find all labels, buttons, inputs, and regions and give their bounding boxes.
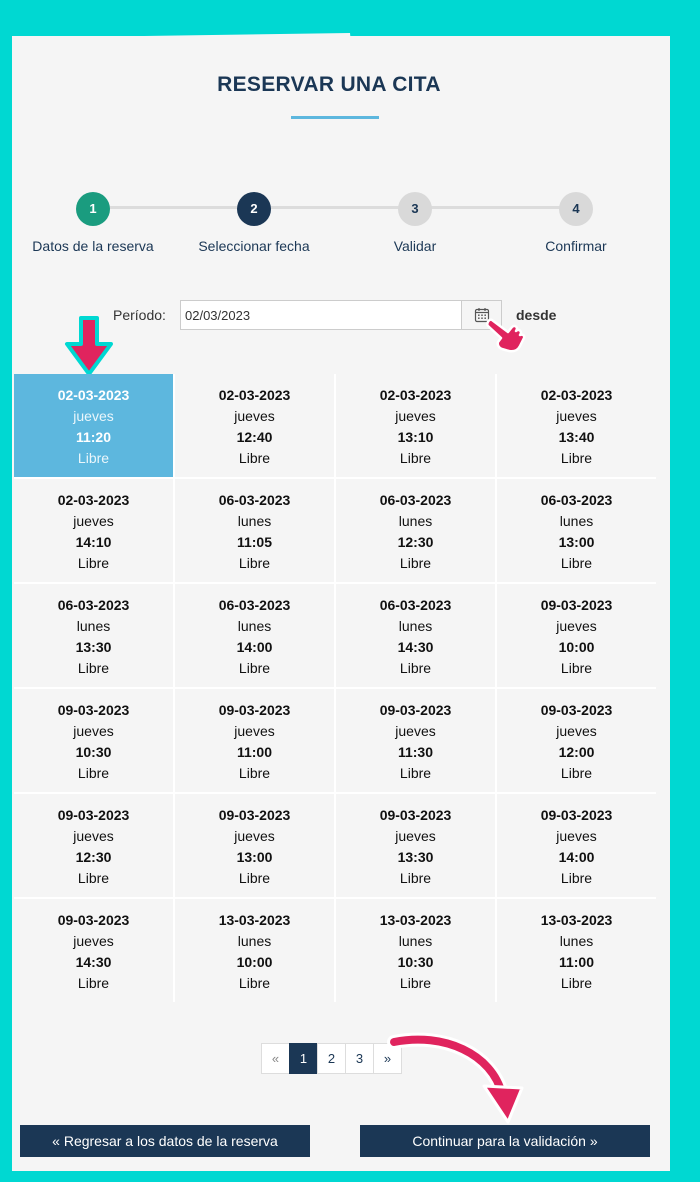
slot-status: Libre	[77, 660, 110, 676]
slot-status: Libre	[560, 450, 593, 466]
slot-time: 13:30	[75, 639, 112, 655]
time-slot[interactable]	[497, 794, 656, 897]
step-3-circle: 3	[398, 192, 432, 226]
slot-time: 12:40	[236, 429, 273, 445]
time-slot-selected[interactable]	[14, 374, 173, 477]
time-slot[interactable]	[336, 689, 495, 792]
slot-time: 14:30	[397, 639, 434, 655]
period-label: Período:	[113, 307, 166, 323]
time-slot[interactable]	[14, 794, 173, 897]
time-slot[interactable]	[14, 689, 173, 792]
time-slot-grid	[14, 374, 656, 1002]
slot-day: jueves	[556, 828, 597, 844]
time-slot[interactable]	[336, 479, 495, 582]
slot-date: 09-03-2023	[379, 807, 452, 823]
slot-status: Libre	[77, 450, 110, 466]
slot-status: Libre	[399, 555, 432, 571]
slot-day: lunes	[398, 513, 433, 529]
slot-day: lunes	[76, 618, 111, 634]
slot-date: 02-03-2023	[57, 492, 130, 508]
slot-day: jueves	[73, 513, 114, 529]
curved-arrow-icon	[384, 1028, 534, 1128]
slot-time: 14:00	[236, 639, 273, 655]
slot-time: 10:00	[558, 639, 595, 655]
slot-status: Libre	[399, 975, 432, 991]
step-1-circle: 1	[76, 192, 110, 226]
stepper-track	[94, 206, 576, 209]
slot-day: jueves	[73, 828, 114, 844]
pagination-prev[interactable]: «	[261, 1043, 290, 1074]
slot-status: Libre	[560, 765, 593, 781]
pagination-page-3[interactable]: 3	[345, 1043, 374, 1074]
slot-day: jueves	[395, 408, 436, 424]
slot-date: 09-03-2023	[540, 597, 613, 613]
slot-time: 14:00	[558, 849, 595, 865]
slot-date: 09-03-2023	[57, 807, 130, 823]
slot-status: Libre	[238, 450, 271, 466]
slot-day: lunes	[398, 618, 433, 634]
time-slot[interactable]	[336, 794, 495, 897]
slot-day: jueves	[234, 408, 275, 424]
pagination-page-2[interactable]: 2	[317, 1043, 346, 1074]
slot-day: jueves	[556, 408, 597, 424]
slot-time: 11:00	[558, 954, 595, 970]
slot-status: Libre	[399, 870, 432, 886]
slot-time: 14:30	[75, 954, 112, 970]
time-slot[interactable]	[175, 899, 334, 1002]
slot-date: 06-03-2023	[379, 597, 452, 613]
slot-time: 11:30	[397, 744, 434, 760]
time-slot[interactable]	[175, 584, 334, 687]
time-slot[interactable]	[14, 584, 173, 687]
slot-status: Libre	[399, 765, 432, 781]
slot-day: lunes	[559, 513, 594, 529]
period-suffix: desde	[516, 307, 557, 323]
time-slot[interactable]	[497, 374, 656, 477]
slot-status: Libre	[77, 870, 110, 886]
slot-day: lunes	[559, 933, 594, 949]
slot-day: jueves	[73, 723, 114, 739]
time-slot[interactable]	[175, 689, 334, 792]
step-2-circle: 2	[237, 192, 271, 226]
slot-date: 06-03-2023	[57, 597, 130, 613]
slot-date: 06-03-2023	[218, 597, 291, 613]
page-title: RESERVAR UNA CITA	[217, 73, 441, 96]
slot-date: 09-03-2023	[218, 807, 291, 823]
slot-time: 10:30	[75, 744, 112, 760]
slot-day: jueves	[395, 828, 436, 844]
time-slot[interactable]	[497, 479, 656, 582]
slot-status: Libre	[238, 975, 271, 991]
slot-date: 06-03-2023	[218, 492, 291, 508]
slot-time: 12:30	[75, 849, 112, 865]
slot-date: 13-03-2023	[540, 912, 613, 928]
slot-status: Libre	[399, 660, 432, 676]
slot-date: 09-03-2023	[57, 912, 130, 928]
slot-time: 12:30	[397, 534, 434, 550]
slot-date: 09-03-2023	[218, 702, 291, 718]
time-slot[interactable]	[14, 899, 173, 1002]
slot-date: 02-03-2023	[379, 387, 452, 403]
slot-time: 10:00	[236, 954, 273, 970]
period-date-input[interactable]	[180, 300, 462, 330]
slot-time: 13:10	[397, 429, 434, 445]
step-2-label: Seleccionar fecha	[198, 238, 310, 254]
title-underline	[291, 116, 379, 119]
slot-date: 02-03-2023	[57, 387, 130, 403]
slot-day: jueves	[73, 933, 114, 949]
slot-status: Libre	[238, 870, 271, 886]
back-button[interactable]: « Regresar a los datos de la reserva	[20, 1125, 310, 1157]
slot-time: 13:00	[236, 849, 273, 865]
slot-day: lunes	[237, 933, 272, 949]
slot-time: 11:00	[236, 744, 273, 760]
slot-time: 13:30	[397, 849, 434, 865]
time-slot[interactable]	[336, 374, 495, 477]
slot-day: lunes	[237, 513, 272, 529]
slot-status: Libre	[238, 660, 271, 676]
down-arrow-icon	[62, 314, 116, 378]
slot-day: jueves	[556, 723, 597, 739]
slot-date: 09-03-2023	[57, 702, 130, 718]
slot-date: 06-03-2023	[379, 492, 452, 508]
time-slot[interactable]	[497, 689, 656, 792]
time-slot[interactable]	[175, 794, 334, 897]
continue-button[interactable]: Continuar para la validación »	[360, 1125, 650, 1157]
slot-status: Libre	[77, 975, 110, 991]
slot-time: 12:00	[558, 744, 595, 760]
slot-date: 09-03-2023	[540, 702, 613, 718]
slot-time: 13:40	[558, 429, 595, 445]
slot-status: Libre	[238, 555, 271, 571]
slot-date: 09-03-2023	[540, 807, 613, 823]
time-slot[interactable]	[175, 479, 334, 582]
time-slot[interactable]	[336, 899, 495, 1002]
slot-day: jueves	[556, 618, 597, 634]
slot-status: Libre	[560, 555, 593, 571]
slot-day: lunes	[398, 933, 433, 949]
slot-date: 09-03-2023	[379, 702, 452, 718]
slot-date: 13-03-2023	[218, 912, 291, 928]
slot-date: 06-03-2023	[540, 492, 613, 508]
time-slot[interactable]	[175, 374, 334, 477]
slot-status: Libre	[399, 450, 432, 466]
slot-status: Libre	[560, 870, 593, 886]
step-1-label: Datos de la reserva	[32, 238, 154, 254]
slot-time: 10:30	[397, 954, 434, 970]
slot-date: 13-03-2023	[379, 912, 452, 928]
slot-date: 02-03-2023	[218, 387, 291, 403]
slot-status: Libre	[77, 555, 110, 571]
slot-status: Libre	[77, 765, 110, 781]
time-slot[interactable]	[497, 899, 656, 1002]
slot-day: jueves	[73, 408, 114, 424]
step-3-label: Validar	[393, 238, 437, 254]
time-slot[interactable]	[336, 584, 495, 687]
slot-time: 14:10	[75, 534, 112, 550]
slot-day: jueves	[234, 723, 275, 739]
slot-status: Libre	[560, 660, 593, 676]
step-4-label: Confirmar	[545, 238, 607, 254]
time-slot[interactable]	[497, 584, 656, 687]
slot-status: Libre	[560, 975, 593, 991]
slot-day: jueves	[395, 723, 436, 739]
slot-time: 11:20	[75, 429, 112, 445]
slot-status: Libre	[238, 765, 271, 781]
time-slot[interactable]	[14, 479, 173, 582]
slot-time: 11:05	[236, 534, 273, 550]
slot-day: jueves	[234, 828, 275, 844]
pagination	[262, 1043, 402, 1074]
hand-pointer-icon	[484, 314, 530, 354]
pagination-next[interactable]: »	[373, 1043, 402, 1074]
slot-time: 13:00	[558, 534, 595, 550]
step-4-circle: 4	[559, 192, 593, 226]
slot-day: lunes	[237, 618, 272, 634]
slot-date: 02-03-2023	[540, 387, 613, 403]
pagination-page-1[interactable]: 1	[289, 1043, 318, 1074]
